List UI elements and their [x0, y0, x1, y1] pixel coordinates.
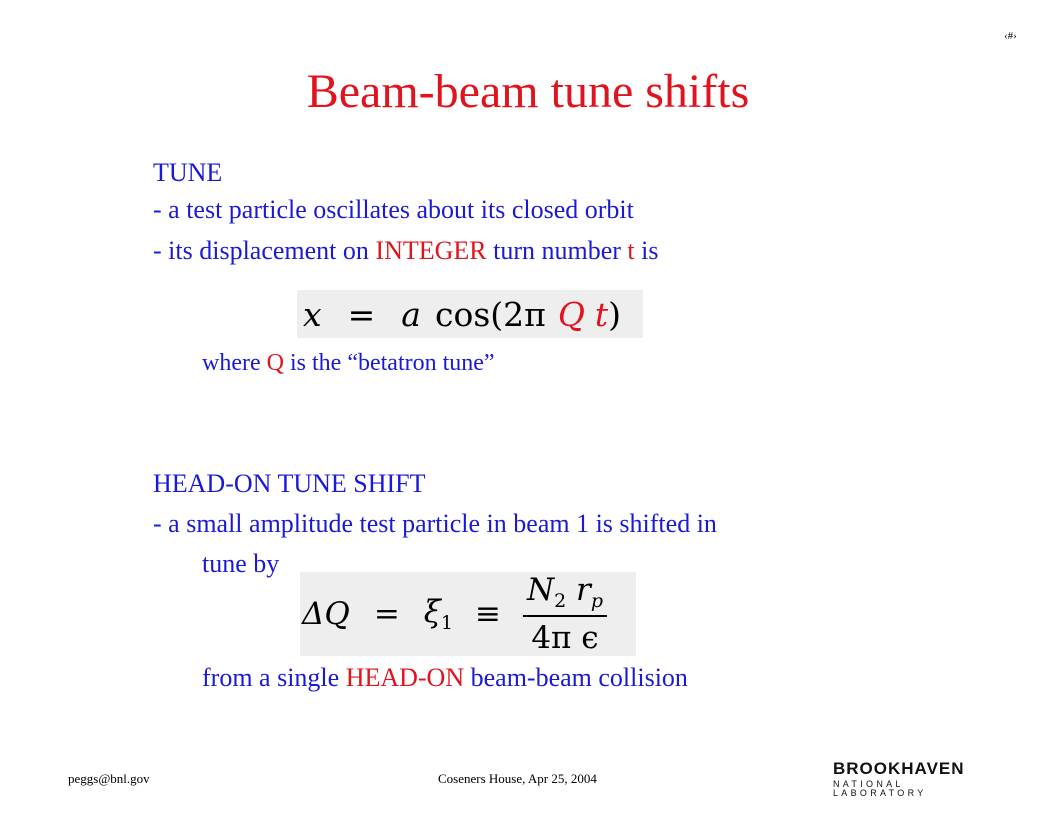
where-line: where Q is the “betatron tune” — [202, 350, 495, 376]
tune-line-2: - its displacement on INTEGER turn number t is — [153, 236, 659, 265]
tune-heading: TUNE — [153, 158, 223, 187]
tune-shift-fraction: $\frac{N_2 r_p}{\text{4π ϵ}}$ — [523, 572, 607, 656]
headon-last-line: from a single HEAD-ON beam-beam collision — [202, 663, 688, 692]
slide-title: Beam-beam tune shifts — [306, 65, 750, 118]
tune-equation: x = a cos(2π Q t ) — [297, 290, 643, 338]
headon-heading: HEAD-ON TUNE SHIFT — [153, 469, 426, 498]
headon-equation: ΔQ = $\xi_1$ ≡ $\frac{N_2 r_p}{\text{4π ϵ}}$ — [300, 572, 636, 656]
t-highlight: t — [627, 236, 635, 265]
footer-event: Coseners House, Apr 25, 2004 — [438, 771, 597, 786]
headon-highlight: HEAD-ON — [345, 663, 465, 692]
page-number: ‹#› — [1004, 30, 1017, 42]
footer-email: peggs@bnl.gov — [68, 771, 150, 786]
q-highlight: Q — [266, 350, 284, 376]
logo-subtitle: NATIONAL LABORATORY — [833, 779, 927, 798]
logo-name: BROOKHAVEN — [833, 759, 965, 778]
tune-line-1: - a test particle oscillates about its closed orbit — [153, 195, 634, 224]
headon-line-1: - a small amplitude test particle in beam 1 is shifted in — [153, 509, 717, 538]
integer-highlight: INTEGER — [375, 236, 487, 265]
brookhaven-logo — [833, 760, 979, 798]
headon-line-2: tune by — [202, 549, 280, 578]
